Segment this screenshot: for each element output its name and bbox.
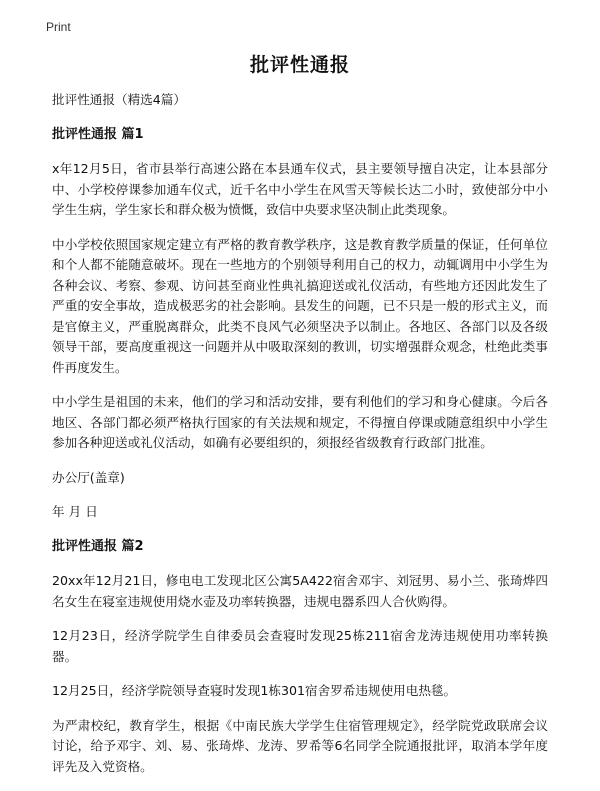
section-1-heading: 批评性通报 篇1 — [52, 126, 144, 142]
section-1-paragraph: 中小学生是祖国的未来，他们的学习和活动安排，要有利他们的学习和身心健康。今后各地区、各部门都必须严格执行国家的有关法规和规定，不得擅自停课或随意组织中小学生参加各种迎送或礼仪活动，如确有必要组织的，须报经省级教育行政部门批准。 — [52, 394, 548, 450]
section-2-heading: 批评性通报 篇2 — [52, 538, 144, 554]
section-1-date: 年 月 日 — [52, 504, 98, 519]
section-2-paragraph: 12月23日，经济学院学生自律委员会查寝时发现25栋211宿舍龙涛违规使用功率转换器。 — [52, 628, 548, 664]
section-2-paragraph: 12月25日，经济学院领导查寝时发现1栋301宿舍罗希违规使用电热毯。 — [52, 683, 457, 698]
section-2-paragraph: 为严肃校纪，教育学生，根据《中南民族大学学生住宿管理规定》，经学院党政联席会议讨论，给予邓宇、刘、易、张琦烨、龙涛、罗希等6名同学全院通报批评，取消本学年度评先及入党资格。 — [52, 717, 548, 774]
page-title: 批评性通报 — [249, 54, 350, 76]
section-1-paragraph: 中小学校依照国家规定建立有严格的教育教学秩序，这是教育教学质量的保证，任何单位和个人都不能随意破坏。现在一些地方的个别领导利用自己的权力，动辄调用中小学生为各种会议、考察、参观、访问甚至商业性典礼搞迎送或礼仪活动，有些地方还因此发生了严重的安全事故，造成极恶劣的社会影响。县发生的问题，已不只是一般的形式主义，而是官僚主义，严重脱离群众，此类不良风气必须坚决予以制止。各地区、各部门以及各级领导干部，要高度重视这一问题并从中吸取深刻的教训，切实增强群众观念，杜绝此类事件再度发生。 — [52, 236, 548, 375]
section-2-paragraph: 20xx年12月21日，修电电工发现北区公寓5A422宿舍邓宇、刘冠男、易小兰、张琦烨四名女生在寝室违规使用烧水壶及功率转换器，违规电器系四人合伙购得。 — [52, 573, 548, 609]
section-1-paragraph: x年12月5日，省市县举行高速公路在本县通车仪式，县主要领导擅自决定，让本县部分中、小学校停课参加通车仪式，近千名中小学生在风雪天等候长达二小时，致使部分中小学生生病，学生家长和群众极为愤慨，致信中央要求坚决制止此类现象。 — [52, 161, 548, 217]
document-body — [52, 90, 548, 791]
document-subtitle: 批评性通报（精选4篇） — [52, 92, 186, 107]
section-1-signature: 办公厅(盖章) — [52, 469, 125, 485]
print-link[interactable]: Print — [46, 20, 71, 34]
